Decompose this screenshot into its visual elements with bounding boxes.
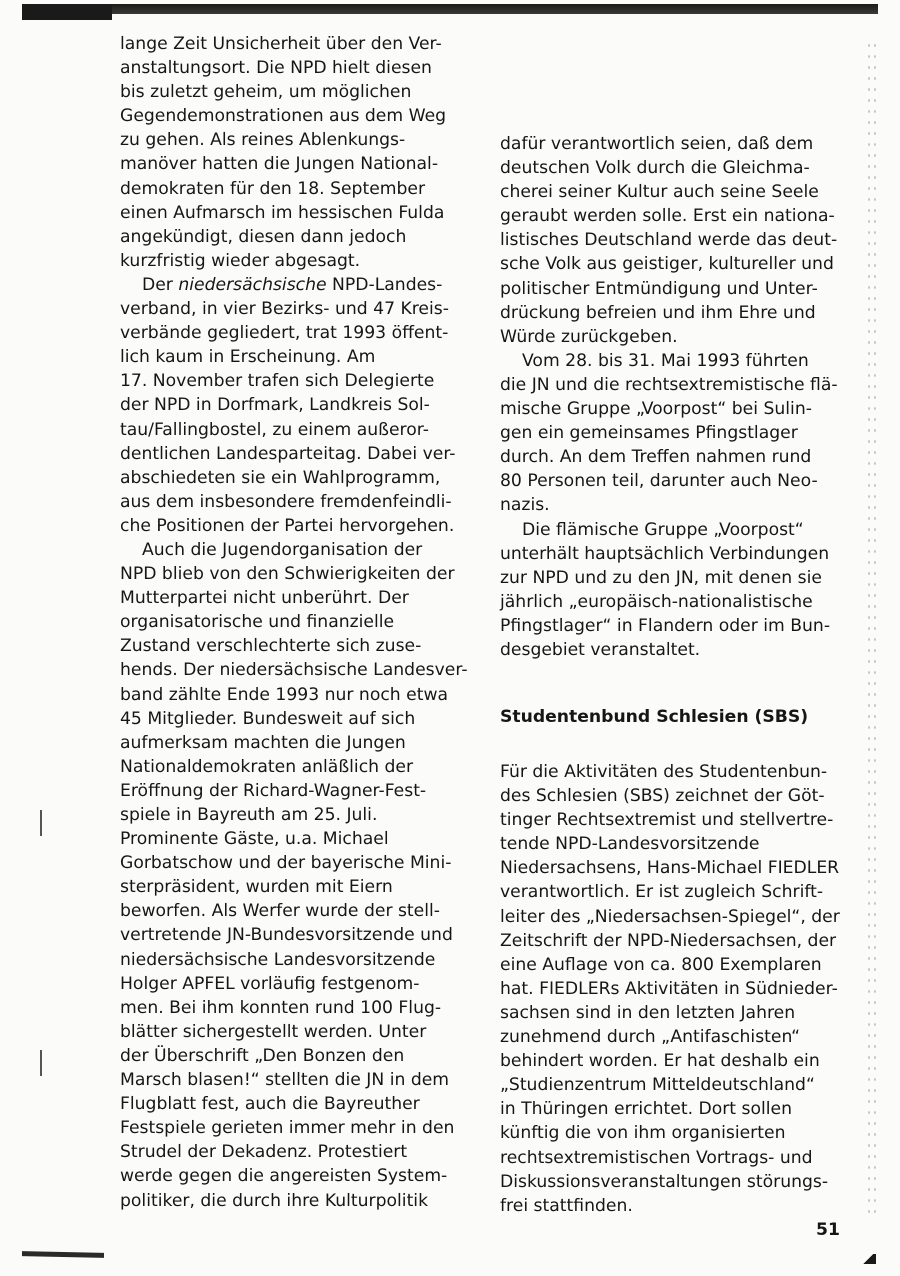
text-line: leiter des „Niedersachsen-Spiegel“, der	[500, 906, 840, 927]
text-line: behindert worden. Er hat deshalb ein	[500, 1051, 820, 1072]
text-line: Festspiele gerieten immer mehr in den	[120, 1118, 455, 1139]
text-line: zunehmend durch „Antifaschisten“	[500, 1027, 801, 1048]
text-line: Für die Aktivitäten des Studentenbun-	[500, 762, 828, 782]
text-line: nazis.	[500, 495, 550, 516]
text-line: zur NPD und zu den JN, mit denen sie	[500, 567, 822, 588]
text-segment: Der	[142, 274, 179, 295]
text-line: bis zuletzt geheim, um möglichen	[120, 82, 412, 103]
text-line	[120, 273, 466, 297]
text-line: manöver hatten die Jungen National-	[120, 154, 439, 175]
text-line: tende NPD-Landesvorsitzende	[500, 834, 760, 855]
text-line: durch. An dem Treffen nahmen rund	[500, 447, 812, 468]
text-line: verband, in vier Bezirks- und 47 Kreis-	[120, 299, 449, 320]
text-line: Pfingstlager“ in Flandern oder im Bun-	[500, 615, 831, 636]
text-line: lich kaum in Erscheinung. Am	[120, 347, 376, 368]
top-rule-notch	[22, 4, 112, 20]
text-line: hends. Der niedersächsische Landesver-	[120, 660, 468, 681]
text-line: mische Gruppe „Voorpost“ bei Sulin-	[500, 399, 812, 420]
text-line: tinger Rechtsextremist und stellvertre-	[500, 810, 834, 831]
text-line: Zeitschrift der NPD-Niedersachsen, der	[500, 930, 837, 951]
text-line: listisches Deutschland werde das deut-	[500, 230, 838, 251]
text-line: lange Zeit Unsicherheit über den Ver-	[120, 34, 442, 54]
text-line: tau/Fallingbostel, zu einem außeror-	[120, 419, 429, 440]
text-line: niedersächsische Landesvorsitzende	[120, 949, 436, 970]
section-body	[500, 760, 840, 1218]
text-line: der Überschrift „Den Bonzen den	[120, 1045, 405, 1066]
text-line: rechtsextremistischen Vortrags- und	[500, 1147, 813, 1168]
text-segment: NPD-Landes-	[326, 274, 443, 295]
left-column	[120, 32, 466, 1213]
text-line: sche Volk aus geistiger, kultureller und	[500, 254, 834, 275]
text-line: Würde zurückgeben.	[500, 326, 678, 347]
text-line: 45 Mitglieder. Bundesweit auf sich	[120, 708, 416, 729]
text-line: jährlich „europäisch-nationalistische	[500, 591, 813, 612]
text-line: NPD blieb von den Schwierigkeiten der	[120, 564, 455, 585]
text-line: desgebiet veranstaltet.	[500, 639, 701, 660]
text-line: aus dem insbesondere fremdenfeindli-	[120, 491, 452, 512]
text-line: geraubt werden solle. Erst ein nationa-	[500, 206, 835, 227]
text-line: Gegendemonstrationen aus dem Weg	[120, 106, 447, 127]
text-line: Eröffnung der Richard-Wagner-Fest-	[120, 780, 427, 801]
text-line: die JN und die rechtsextremistische flä-	[500, 374, 838, 395]
text-line: band zählte Ende 1993 nur noch etwa	[120, 684, 449, 705]
margin-mark	[40, 1050, 42, 1076]
text-line: Zustand verschlechterte sich zuse-	[120, 636, 422, 657]
text-line: Holger APFEL vorläufig festgenom-	[120, 973, 420, 994]
text-line: Auch die Jugendorganisation der	[142, 539, 423, 560]
text-line: dentlichen Landesparteitag. Dabei ver-	[120, 443, 456, 464]
corner-mark	[860, 1254, 876, 1264]
text-line: „Studienzentrum Mitteldeutschland“	[500, 1075, 815, 1096]
text-line: in Thüringen errichtet. Dort sollen	[500, 1099, 793, 1120]
text-line: Mutterpartei nicht unberührt. Der	[120, 588, 409, 609]
emphasis: niedersächsische	[178, 274, 327, 295]
text-line: vertretende JN-Bundesvorsitzende und	[120, 925, 453, 946]
text-line: 17. November trafen sich Delegierte	[120, 371, 435, 392]
text-line: Vom 28. bis 31. Mai 1993 führten	[522, 350, 809, 371]
text-line: abschiedeten sie ein Wahlprogramm,	[120, 467, 441, 488]
text-line: dafür verantwortlich seien, daß dem	[500, 134, 814, 154]
text-line: unterhält hauptsächlich Verbindungen	[500, 543, 830, 564]
text-line: Marsch blasen!“ stellten die JN in dem	[120, 1070, 450, 1091]
right-column	[500, 132, 840, 662]
text-line: Flugblatt fest, auch die Bayreuther	[120, 1094, 420, 1115]
text-line: deutschen Volk durch die Gleichma-	[500, 158, 810, 179]
text-line: politischer Entmündigung und Unter-	[500, 278, 818, 299]
text-line: politiker, die durch ihre Kulturpolitik	[120, 1190, 429, 1211]
text-line: che Positionen der Partei hervorgehen.	[120, 515, 455, 536]
text-line: organisatorische und finanzielle	[120, 612, 395, 633]
text-line: Strudel der Dekadenz. Protestiert	[120, 1142, 408, 1163]
text-line: kurzfristig wieder abgesagt.	[120, 250, 361, 271]
scan-edge-speckle	[866, 40, 880, 1220]
text-line: einen Aufmarsch im hessischen Fulda	[120, 202, 445, 223]
text-line: beworfen. Als Werfer wurde der stell-	[120, 901, 440, 922]
text-line: Die flämische Gruppe „Voorpost“	[522, 519, 804, 540]
text-line: 80 Personen teil, darunter auch Neo-	[500, 471, 818, 492]
text-line: eine Auflage von ca. 800 Exemplaren	[500, 954, 822, 975]
text-line: frei stattfinden.	[500, 1195, 633, 1216]
text-line: men. Bei ihm konnten rund 100 Flug-	[120, 997, 442, 1018]
text-line: Niedersachsens, Hans-Michael FIEDLER	[500, 858, 840, 879]
bottom-rule	[22, 1251, 104, 1258]
page-number: 51	[816, 1220, 840, 1240]
text-line: blätter sichergestellt werden. Unter	[120, 1021, 427, 1042]
text-line: Diskussionsveranstaltungen störungs-	[500, 1171, 829, 1192]
text-line: zu gehen. Als reines Ablenkungs-	[120, 130, 406, 151]
text-line: verantwortlich. Er ist zugleich Schrift-	[500, 882, 824, 903]
text-line: cherei seiner Kultur auch seine Seele	[500, 182, 819, 203]
section-heading: Studentenbund Schlesien (SBS)	[500, 707, 809, 727]
text-line: sterpräsident, wurden mit Eiern	[120, 877, 393, 898]
text-line: angekündigt, diesen dann jedoch	[120, 226, 407, 247]
text-line: Prominente Gäste, u.a. Michael	[120, 829, 389, 850]
text-line: der NPD in Dorfmark, Landkreis Sol-	[120, 395, 430, 416]
text-line: werde gegen die angereisten System-	[120, 1166, 448, 1187]
text-line: drückung befreien und ihm Ehre und	[500, 302, 816, 323]
text-line: aufmerksam machten die Jungen	[120, 732, 406, 753]
text-line: künftig die von ihm organisierten	[500, 1123, 786, 1144]
top-rule	[22, 4, 878, 14]
text-line: des Schlesien (SBS) zeichnet der Göt-	[500, 786, 825, 807]
margin-mark	[40, 810, 42, 836]
text-line: demokraten für den 18. September	[120, 178, 426, 199]
text-line: Nationaldemokraten anläßlich der	[120, 756, 414, 777]
text-line: anstaltungsort. Die NPD hielt diesen	[120, 58, 432, 79]
text-line: sachsen sind in den letzten Jahren	[500, 1002, 796, 1023]
text-line: spiele in Bayreuth am 25. Juli.	[120, 805, 378, 825]
text-line: Gorbatschow und der bayerische Mini-	[120, 853, 452, 874]
text-line: verbände gegliedert, trat 1993 öffent-	[120, 323, 449, 344]
text-line: gen ein gemeinsames Pfingstlager	[500, 423, 798, 444]
text-line: hat. FIEDLERs Aktivitäten in Südnieder-	[500, 978, 838, 999]
